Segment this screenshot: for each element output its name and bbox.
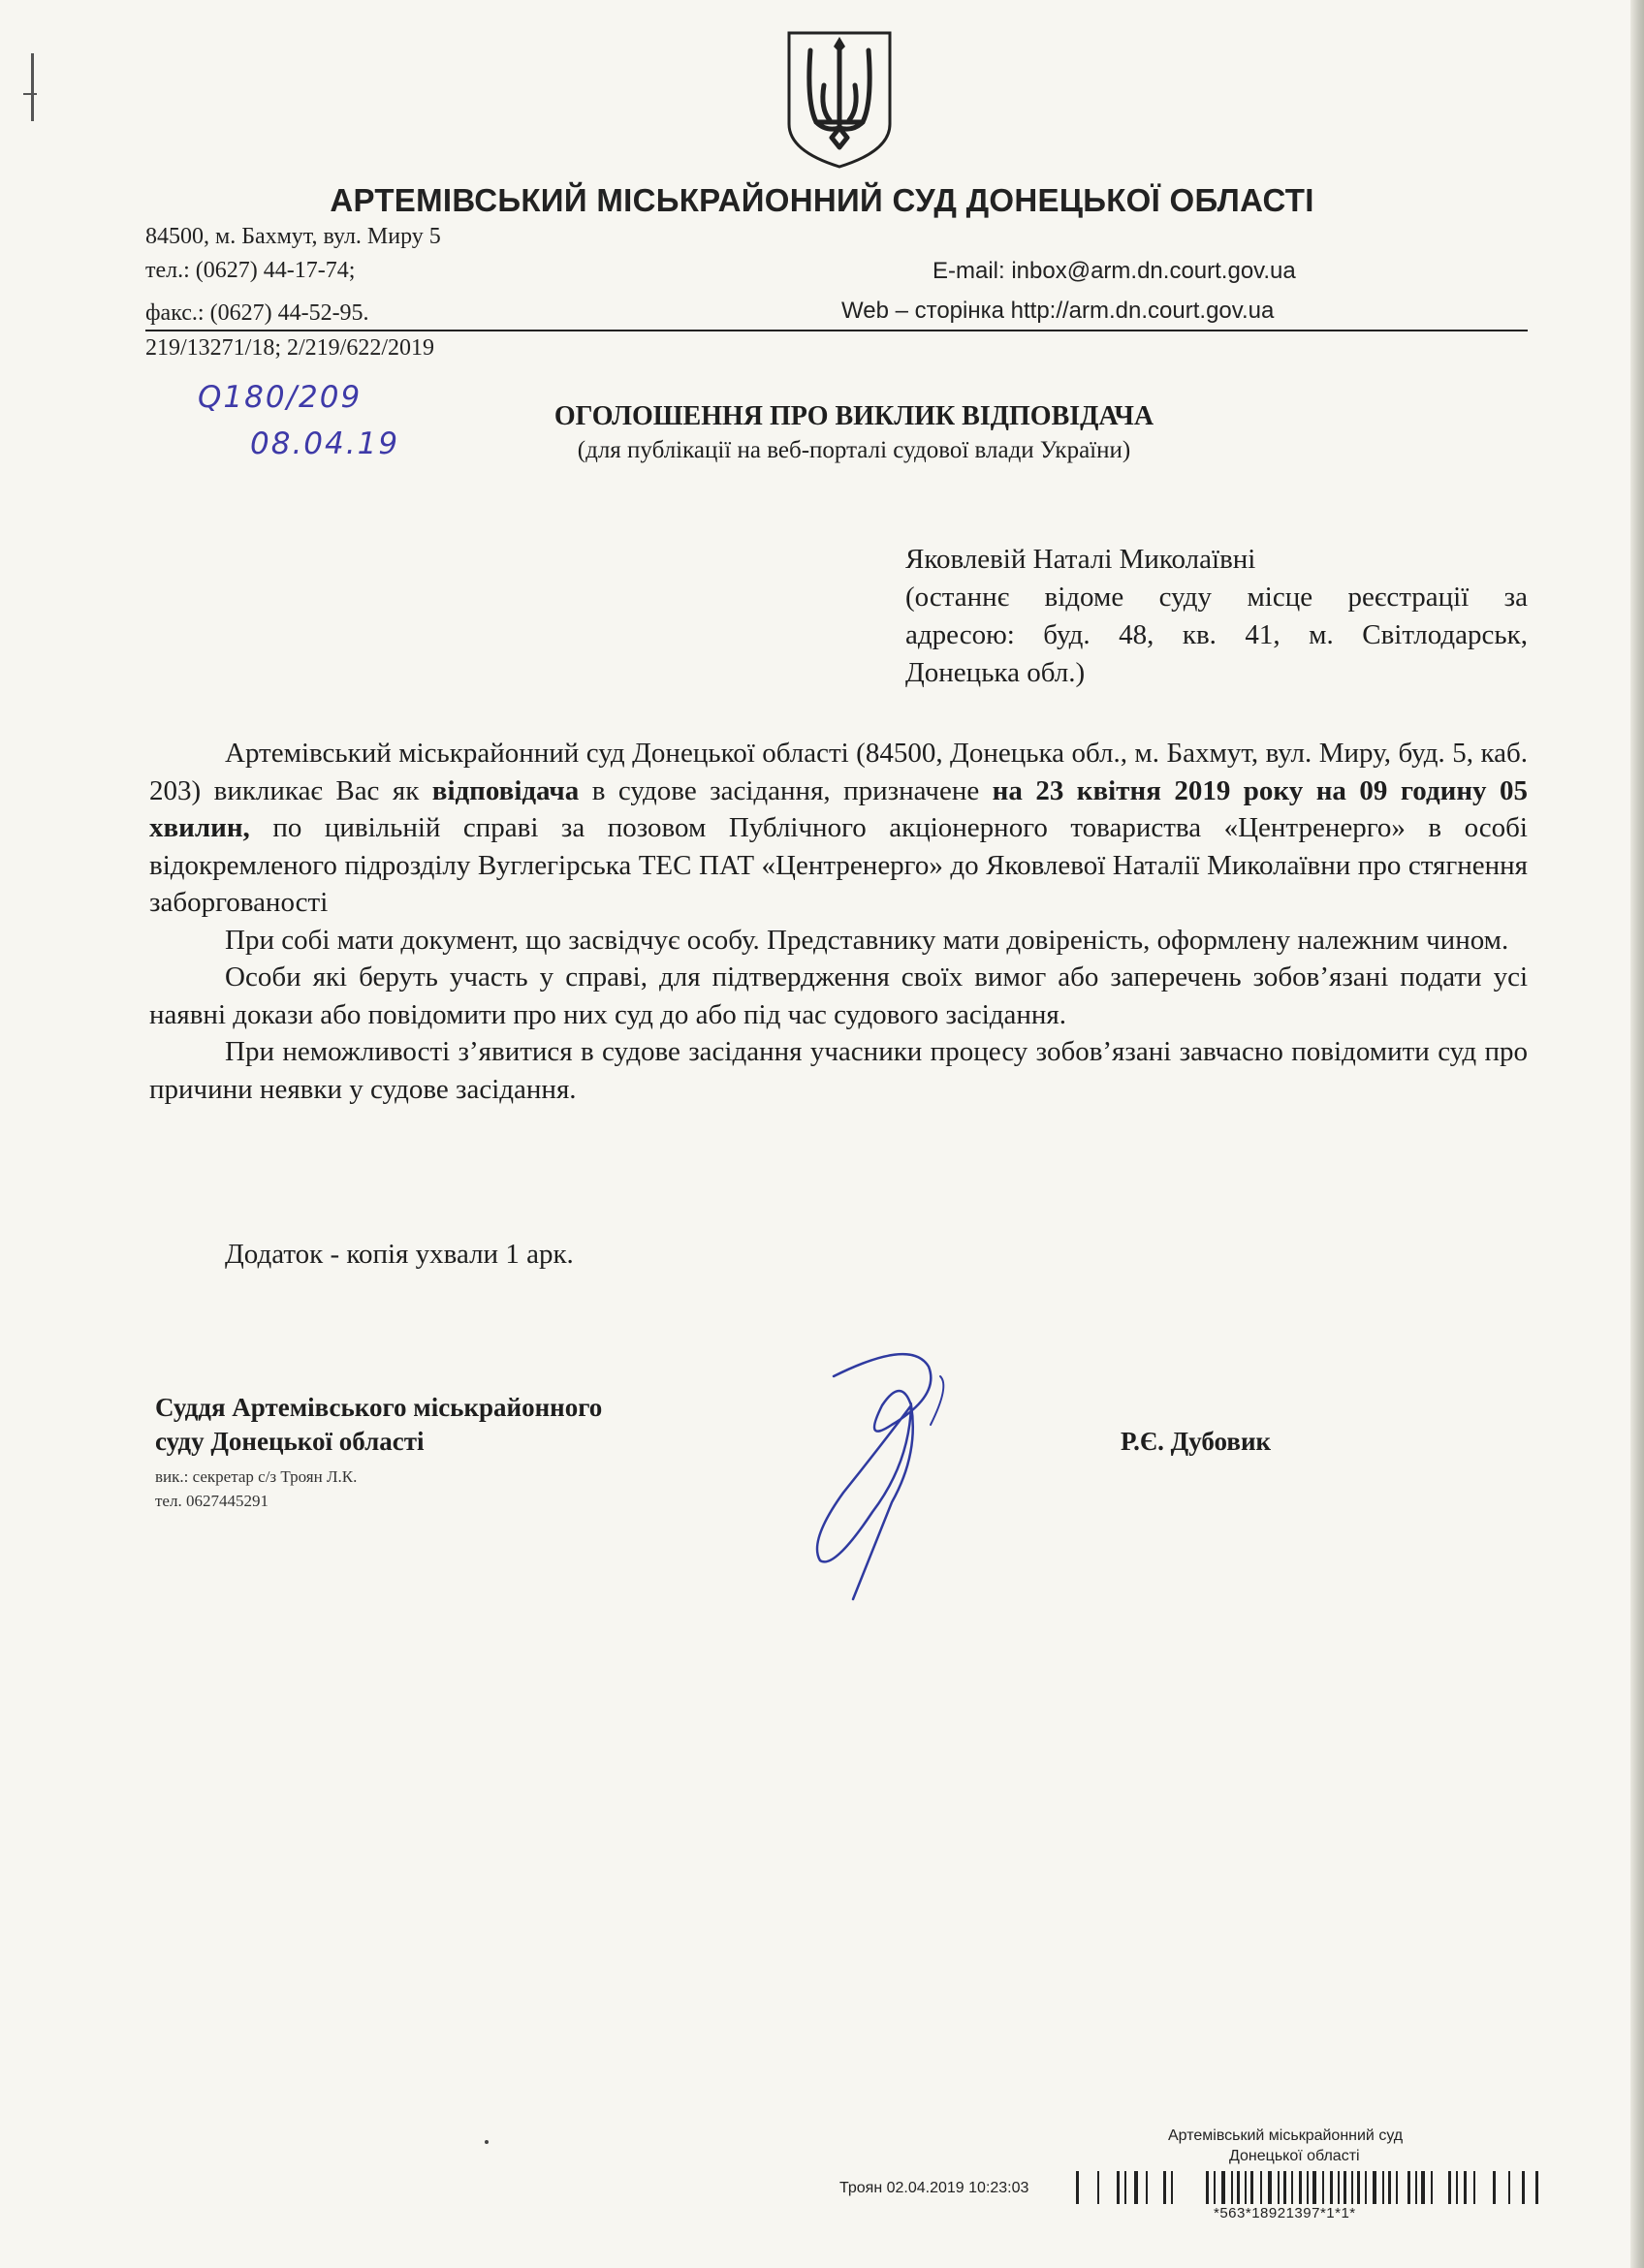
notice-body: [149, 735, 1528, 1108]
summons-role: відповідача: [431, 774, 580, 806]
summons-text: по цивільній справі за позовом Публічного акціонерного товариства «Центренерго» в особі відокремленого підрозділу Вуглегірська ТЕС ПАТ «Центренерго» до Яковлевої Наталії Миколаївни про стягнення заборгованості: [149, 812, 1528, 918]
header-divider: [145, 330, 1528, 331]
hearing-datetime: на 23 квітня 2019 року на 09 годину 05 хвилин,: [149, 774, 1528, 843]
court-fax: факс.: (0627) 44-52-95.: [145, 300, 369, 326]
judge-name: Р.Є. Дубовик: [1121, 1427, 1272, 1456]
absence-paragraph: При неможливості з’явитися в судове засідання учасники процесу зобов’язані завчасно повідомити суд про причини неявки у судове засідання.: [149, 1036, 1528, 1105]
handwritten-signature: [795, 1347, 989, 1619]
summons-text: Артемівський міськрайонний суд Донецької області (84500, Донецька обл., м. Бахмут, вул. Миру, буд. 5, каб. 203) викликає Вас як: [149, 738, 1528, 806]
summons-paragraph: [149, 735, 1528, 922]
notice-subtitle: (для публікації на веб-порталі судової влади України): [577, 437, 1131, 463]
addressee-name: Яковлевій Наталі Миколаївні: [905, 544, 1256, 575]
executor-info: вик.: секретар с/з Троян Л.К.: [155, 1467, 358, 1486]
court-email: E-mail: inbox@arm.dn.court.gov.ua: [933, 258, 1296, 284]
evidence-paragraph: Особи які беруть участь у справі, для підтвердження своїх вимог або заперечень зобов’язані подати усі наявні докази або повідомити про них суд до або під час судового засідання.: [149, 961, 1528, 1030]
attachment-note: Додаток - копія ухвали 1 арк.: [225, 1239, 574, 1270]
addressee-line: Донецька обл.): [905, 657, 1086, 688]
court-address: 84500, м. Бахмут, вул. Миру 5: [145, 224, 441, 249]
court-name: АРТЕМІВСЬКИЙ МІСЬКРАЙОННИЙ СУД ДОНЕЦЬКОЇ ОБЛАСТІ: [330, 182, 1314, 218]
id-document-paragraph: При собі мати документ, що засвідчує особу. Представнику мати довіреність, оформлену належним чином.: [225, 924, 1509, 956]
handwritten-reg-number: Q180/209: [198, 380, 363, 415]
handwritten-reg-date: 08.04.19: [250, 426, 400, 461]
summons-text: в судове засідання, призначене: [579, 774, 993, 806]
addressee-line: адресою: буд. 48, кв. 41, м. Світлодарськ,: [905, 619, 1528, 650]
coat-of-arms-icon: [781, 27, 898, 171]
barcode: [1076, 2171, 1541, 2204]
margin-mark: [31, 53, 34, 121]
court-website: Web – сторінка http://arm.dn.court.gov.ua: [841, 298, 1275, 324]
executor-phone: тел. 0627445291: [155, 1492, 269, 1510]
margin-mark-cross: [23, 93, 37, 95]
scan-edge: [1630, 0, 1644, 2268]
scan-dot: [485, 2140, 489, 2144]
judge-title-line: суду Донецької області: [155, 1427, 425, 1456]
addressee-block: [905, 541, 1528, 692]
addressee-line: (останнє відоме суду місце реєстрації за: [905, 582, 1528, 613]
case-numbers: 219/13271/18; 2/219/622/2019: [145, 335, 435, 361]
judge-title: [155, 1391, 602, 1459]
footer-court-line: Артемівський міськрайонний суд: [1168, 2127, 1404, 2144]
footer-court-line: Донецької області: [1229, 2148, 1360, 2164]
barcode-number: *563*18921397*1*1*: [1214, 2205, 1356, 2221]
court-phone: тел.: (0627) 44-17-74;: [145, 258, 356, 283]
registration-stamp: Троян 02.04.2019 10:23:03: [839, 2180, 1029, 2196]
judge-title-line: Суддя Артемівського міськрайонного: [155, 1393, 603, 1422]
notice-title: ОГОЛОШЕННЯ ПРО ВИКЛИК ВІДПОВІДАЧА: [553, 401, 1154, 431]
